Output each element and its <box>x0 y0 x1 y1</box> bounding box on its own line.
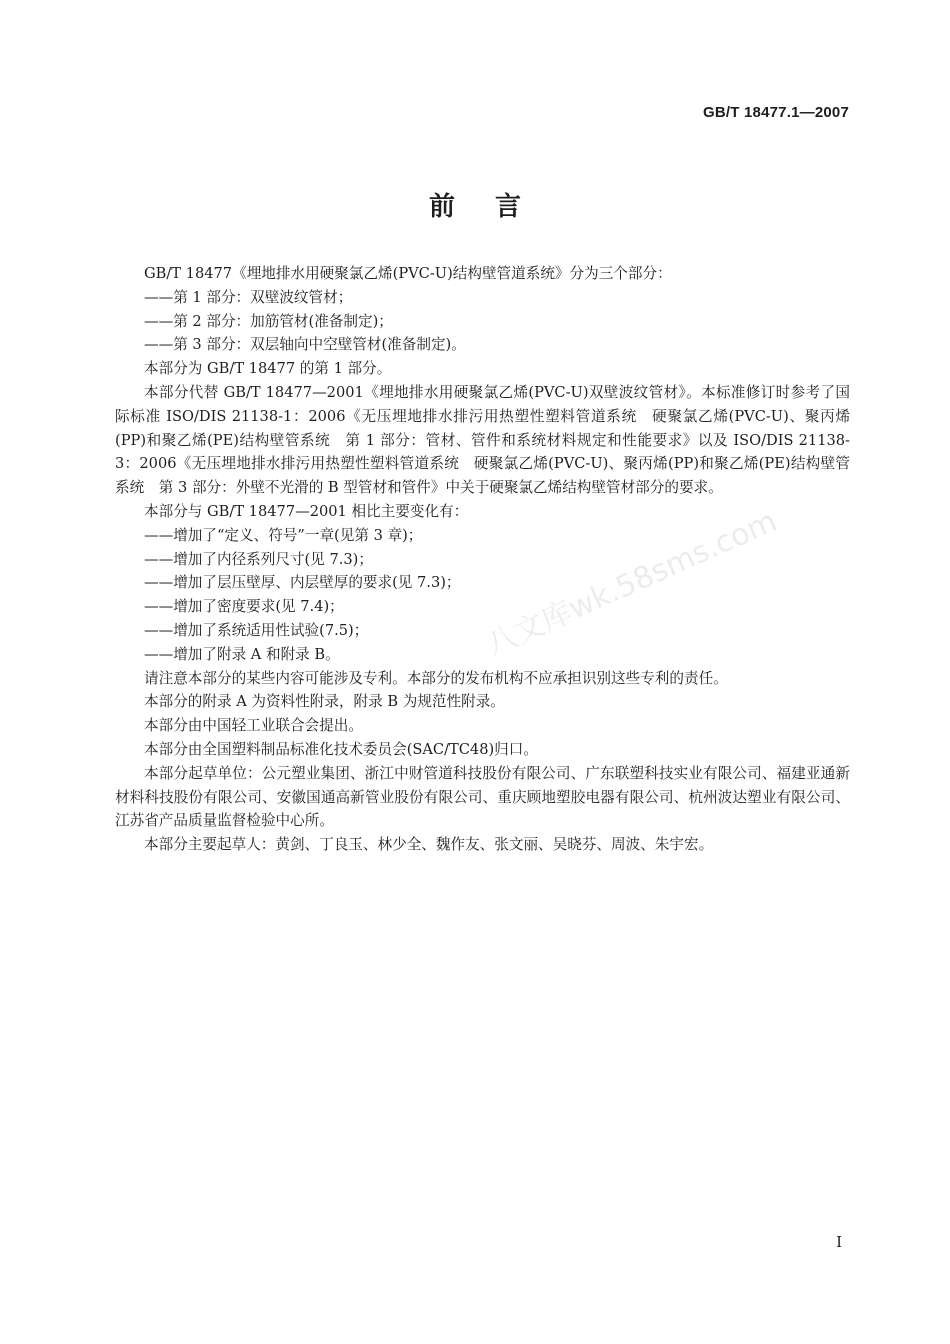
paragraph-part-statement: 本部分为 GB/T 18477 的第 1 部分。 <box>144 360 392 378</box>
paragraph-patent-notice: 请注意本部分的某些内容可能涉及专利。本部分的发布机构不应承担识别这些专利的责任。 <box>144 669 728 687</box>
paragraph-drafting-units: 本部分起草单位：公元塑业集团、浙江中财管道科技股份有限公司、广东联塑科技实业有限公司、福建亚通新材料科技股份有限公司、安徽国通高新管业股份有限公司、重庆顾地塑胶电器有限公司、杭州波达塑业有限公司、江苏省产品质量监督检验中心所。 <box>115 764 850 830</box>
list-item-part-2: ——第 2 部分：加筋管材(准备制定)； <box>144 312 393 330</box>
list-item-change-2: ——增加了内径系列尺寸(见 7.3)； <box>144 550 373 568</box>
page-number: I <box>836 1233 842 1251</box>
list-item-change-4: ——增加了密度要求(见 7.4)； <box>144 598 344 616</box>
paragraph-committee: 本部分由全国塑料制品标准化技术委员会(SAC/TC48)归口。 <box>144 740 538 758</box>
list-item-change-5: ——增加了系统适用性试验(7.5)； <box>144 621 369 639</box>
paragraph-proposer: 本部分由中国轻工业联合会提出。 <box>144 717 363 735</box>
paragraph-intro: GB/T 18477《埋地排水用硬聚氯乙烯(PVC-U)结构壁管道系统》分为三个部分： <box>144 265 672 282</box>
watermark: 八文库wk.58sms.com <box>481 503 783 664</box>
page-title: 前言 <box>428 192 561 222</box>
paragraph-drafters: 本部分主要起草人：黄剑、丁良玉、林少全、魏作友、张文丽、吴晓芬、周波、朱宇宏。 <box>144 836 714 854</box>
list-item-part-3: ——第 3 部分：双层轴向中空壁管材(准备制定)。 <box>144 336 466 354</box>
foreword-body <box>115 262 850 857</box>
list-item-change-1: ——增加了“定义、符号”一章(见第 3 章)； <box>144 526 423 544</box>
standard-code: GB/T 18477.1—2007 <box>703 104 849 121</box>
list-item-change-6: ——增加了附录 A 和附录 B。 <box>144 645 340 663</box>
paragraph-replacement: 本部分代替 GB/T 18477—2001《埋地排水用硬聚氯乙烯(PVC-U)双壁波纹管材》。本标准修订时参考了国际标准 ISO/DIS 21138-1：2006《无压埋地排水排污用热塑性塑料管道系统 硬聚氯乙烯(PVC-U)、聚丙烯(PP)和聚乙烯(PE)结构壁管系统 第 1 部分：管材、管件和系统材料规定和性能要求》以及 ISO/DIS 21138-3：2006《无压埋地排水排污用热塑性塑料管道系统 硬聚氯乙烯(PVC-U)、聚丙烯(PP)和聚乙烯(PE)结构壁管系统 第 3 部分：外壁不光滑的 B 型管材和管件》中关于硬聚氯乙烯结构壁管材部分的要求。 <box>115 383 850 497</box>
paragraph-changes-intro: 本部分与 GB/T 18477—2001 相比主要变化有： <box>144 502 469 520</box>
list-item-change-3: ——增加了层压壁厚、内层壁厚的要求(见 7.3)； <box>144 574 461 592</box>
list-item-part-1: ——第 1 部分：双壁波纹管材； <box>144 288 353 306</box>
paragraph-annexes: 本部分的附录 A 为资料性附录，附录 B 为规范性附录。 <box>144 693 505 711</box>
